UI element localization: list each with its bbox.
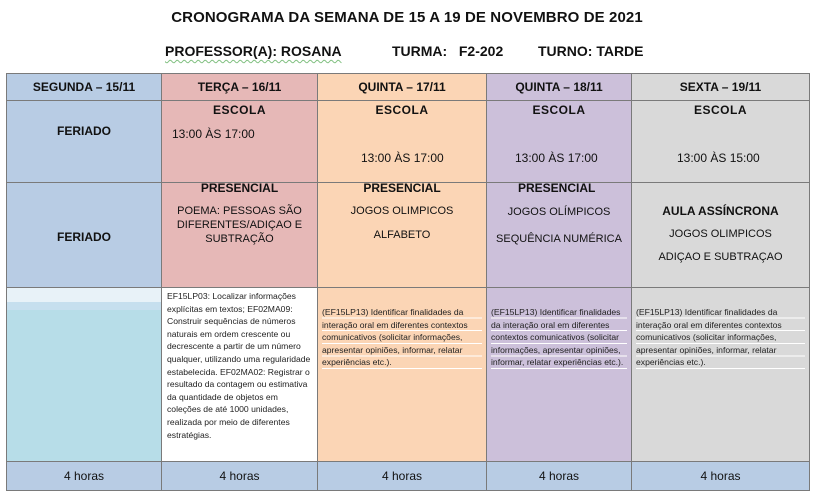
feriado-escola: FERIADO xyxy=(57,124,111,138)
escola-label: ESCOLA xyxy=(212,103,266,117)
presencial-row xyxy=(7,183,810,288)
activity-text: JOGOS OLIMPICOS xyxy=(350,205,454,217)
turno-label: TURNO: TARDE xyxy=(538,43,644,59)
activity-text: ALFABETO xyxy=(373,229,431,241)
bncc-wrap xyxy=(491,306,627,369)
professor-label: PROFESSOR(A): ROSANA xyxy=(165,43,342,59)
bncc-text: (EF15LP13) Identificar finalidades da interação oral em diferentes contextos comunicativos (solicitar informações, apresentar opiniões, informar, relatar experiências etc.). xyxy=(491,307,624,368)
presencial-label: PRESENCIAL xyxy=(200,181,279,195)
day-header-segunda: SEGUNDA – 15/11 xyxy=(32,80,136,94)
escola-time: 13:00 ÀS 17:00 xyxy=(361,151,444,165)
presencial-label: PRESENCIAL xyxy=(363,181,441,195)
escola-time: 13:00 ÀS 15:00 xyxy=(677,151,760,165)
activity-text: JOGOS OLÍMPICOS xyxy=(507,206,611,218)
escola-time: 13:00 ÀS 17:00 xyxy=(172,127,255,141)
escola-row xyxy=(7,101,810,183)
activity-text: JOGOS OLIMPICOS xyxy=(669,228,772,240)
day-header-quinta-17: QUINTA – 17/11 xyxy=(358,80,446,94)
page-title: CRONOGRAMA DA SEMANA DE 15 A 19 DE NOVEMBRO DE 2021 xyxy=(171,9,643,26)
hours-cell: 4 horas xyxy=(63,469,105,483)
presencial-label: AULA ASSÍNCRONA xyxy=(662,204,779,218)
hours-cell: 4 horas xyxy=(219,469,260,483)
schedule-table xyxy=(6,73,810,491)
header-info xyxy=(165,43,644,59)
escola-label: ESCOLA xyxy=(375,103,429,117)
bncc-wrap xyxy=(636,306,805,369)
escola-label: ESCOLA xyxy=(693,103,747,117)
hours-cell: 4 horas xyxy=(538,469,580,483)
activity-text: ADIÇAO E SUBTRAÇAO xyxy=(658,251,783,263)
hours-cell: 4 horas xyxy=(381,469,423,483)
day-header-quinta-18: QUINTA – 18/11 xyxy=(515,80,603,94)
escola-label: ESCOLA xyxy=(532,103,586,117)
hours-cell: 4 horas xyxy=(700,469,741,483)
day-header-row xyxy=(7,74,810,101)
bncc-text: (EF15LP13) Identificar finalidades da interação oral em diferentes contextos comunicativos (solicitar informações, apresentar opiniões, informar, relatar experiências etc.). xyxy=(636,307,782,368)
turma-label: TURMA: F2-202 xyxy=(392,43,504,59)
segunda-bncc-empty xyxy=(7,288,161,461)
day-header-sexta: SEXTA – 19/11 xyxy=(679,80,762,94)
bncc-row xyxy=(7,288,810,462)
bncc-text: (EF15LP13) Identificar finalidades da interação oral em diferentes contextos comunicativos (solicitar informações, apresentar opiniões, informar, relatar experiências etc.). xyxy=(322,307,468,368)
feriado-presencial: FERIADO xyxy=(57,230,111,244)
bncc-text: EF15LP03: Localizar informações explícitas em textos; EF02MA09: Construir sequências de números naturais em ordem crescente ou decrescente a partir de um número qualquer, utilizando uma regularidade estabelecida. EF02MA02: Registrar o resultado da contagem ou estimativa da quantidade de objetos em coleções de até 1000 unidades, realizada por meio de diferentes estratégias. xyxy=(167,291,311,440)
day-header-terca: TERÇA – 16/11 xyxy=(197,80,282,94)
bncc-wrap xyxy=(322,306,482,369)
activity-text: POEMA: PESSOAS SÃO DIFERENTES/ADIÇAO E SUBTRAÇÃO xyxy=(176,205,303,245)
escola-time: 13:00 ÀS 17:00 xyxy=(515,151,598,165)
presencial-label: PRESENCIAL xyxy=(518,181,596,195)
activity-text: SEQUÊNCIA NUMÉRICA xyxy=(496,233,622,245)
hours-row xyxy=(7,462,810,491)
